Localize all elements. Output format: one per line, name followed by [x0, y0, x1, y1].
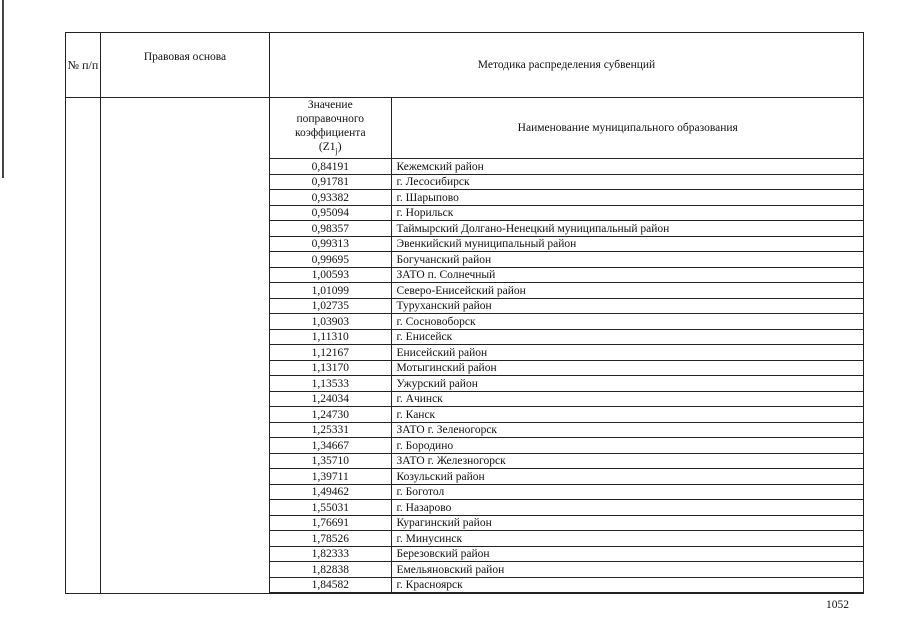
coefficient-value: 0,91781	[270, 174, 391, 190]
municipality-name: г. Лесосибирск	[391, 174, 864, 190]
coefficient-table	[270, 98, 864, 593]
coefficient-value: 1,78526	[270, 531, 391, 547]
coefficient-value: 1,13533	[270, 376, 391, 392]
coefficient-value: 1,02735	[270, 298, 391, 314]
table-row	[270, 438, 864, 454]
table-header-row	[66, 33, 864, 98]
number-cell	[66, 98, 101, 594]
coefficient-value: 1,03903	[270, 314, 391, 330]
municipality-name: Богучанский район	[391, 252, 864, 268]
header-method	[270, 33, 864, 98]
municipality-name: г. Ачинск	[391, 391, 864, 407]
table-row	[270, 562, 864, 578]
margin-rule	[2, 0, 4, 178]
coefficient-value: 0,93382	[270, 190, 391, 206]
coefficient-value: 1,25331	[270, 422, 391, 438]
table-row	[270, 469, 864, 485]
table-row	[270, 190, 864, 206]
coefficient-value: 1,82838	[270, 562, 391, 578]
municipality-name: г. Сосновоборск	[391, 314, 864, 330]
coefficient-value: 1,55031	[270, 500, 391, 516]
coefficient-value: 1,11310	[270, 329, 391, 345]
coefficient-header	[270, 98, 391, 159]
coefficient-value: 0,99695	[270, 252, 391, 268]
coefficient-value: 1,24730	[270, 407, 391, 423]
table-row	[270, 298, 864, 314]
table-row	[270, 221, 864, 237]
coefficient-value: 1,12167	[270, 345, 391, 361]
table-row	[270, 345, 864, 361]
municipality-name: Курагинский район	[391, 515, 864, 531]
coefficient-value: 1,82333	[270, 546, 391, 562]
table-row	[270, 360, 864, 376]
table-row	[270, 515, 864, 531]
municipality-name: Березовский район	[391, 546, 864, 562]
coefficient-value: 1,01099	[270, 283, 391, 299]
table-row	[270, 252, 864, 268]
header-number	[66, 33, 101, 98]
table-row	[270, 205, 864, 221]
municipality-header-label: Наименование муниципального образования	[517, 122, 738, 135]
table-row	[270, 484, 864, 500]
municipality-header	[391, 98, 864, 159]
municipality-name: Енисейский район	[391, 345, 864, 361]
table-row	[270, 236, 864, 252]
municipality-name: ЗАТО г. Железногорск	[391, 453, 864, 469]
table-row	[270, 376, 864, 392]
municipality-name: г. Енисейск	[391, 329, 864, 345]
header-basis-label: Правовая основа	[143, 51, 227, 63]
municipality-name: Северо-Енисейский район	[391, 283, 864, 299]
coefficient-value: 1,24034	[270, 391, 391, 407]
page-number: 1052	[826, 599, 849, 611]
municipality-name: Козульский район	[391, 469, 864, 485]
coefficient-value: 1,00593	[270, 267, 391, 283]
municipality-name: г. Шарыпово	[391, 190, 864, 206]
header-number-label: № п/п	[67, 57, 99, 72]
municipality-name: г. Красноярск	[391, 577, 864, 593]
table-row	[270, 453, 864, 469]
table-row	[270, 500, 864, 516]
table-row	[270, 391, 864, 407]
municipality-name: Эвенкийский муниципальный район	[391, 236, 864, 252]
municipality-name: г. Боготол	[391, 484, 864, 500]
municipality-name: Емельяновский район	[391, 562, 864, 578]
municipality-name: Туруханский район	[391, 298, 864, 314]
method-cell	[270, 98, 864, 594]
coefficient-value: 1,39711	[270, 469, 391, 485]
municipality-name: г. Назарово	[391, 500, 864, 516]
municipality-name: г. Бородино	[391, 438, 864, 454]
table-row	[270, 174, 864, 190]
coefficient-value: 1,13170	[270, 360, 391, 376]
coefficient-value: 1,35710	[270, 453, 391, 469]
coef-header-line1: Значение	[307, 99, 353, 111]
municipality-name: Мотыгинский район	[391, 360, 864, 376]
table-row	[270, 329, 864, 345]
coefficient-value: 0,98357	[270, 221, 391, 237]
table-body-row	[66, 98, 864, 594]
municipality-name: Таймырский Долгано-Ненецкий муниципальный район	[391, 221, 864, 237]
coef-header-close: )	[337, 141, 342, 153]
subvention-table	[65, 32, 864, 594]
municipality-name: Ужурский район	[391, 376, 864, 392]
coef-header-subscript: j	[335, 146, 338, 156]
municipality-name: Кежемский район	[391, 159, 864, 175]
municipality-name: г. Канск	[391, 407, 864, 423]
header-basis	[101, 33, 270, 98]
coefficient-value: 1,49462	[270, 484, 391, 500]
table-row	[270, 314, 864, 330]
table-row	[270, 407, 864, 423]
municipality-name: г. Норильск	[391, 205, 864, 221]
coefficient-value: 1,84582	[270, 577, 391, 593]
coefficient-header-row	[270, 98, 864, 159]
table-row	[270, 546, 864, 562]
table-row	[270, 283, 864, 299]
basis-cell	[101, 98, 270, 594]
municipality-name: г. Минусинск	[391, 531, 864, 547]
header-method-label: Методика распределения субвенций	[477, 59, 656, 71]
coef-header-line3: коэффициента	[294, 127, 366, 139]
table-row	[270, 159, 864, 175]
coefficient-value: 1,34667	[270, 438, 391, 454]
coefficient-value: 0,95094	[270, 205, 391, 221]
coef-header-symbol: (Z1	[318, 141, 336, 153]
table-row	[270, 577, 864, 593]
coefficient-value: 0,99313	[270, 236, 391, 252]
municipality-name: ЗАТО г. Зеленогорск	[391, 422, 864, 438]
coefficient-value: 1,76691	[270, 515, 391, 531]
table-row	[270, 531, 864, 547]
municipality-name: ЗАТО п. Солнечный	[391, 267, 864, 283]
coefficient-value: 0,84191	[270, 159, 391, 175]
table-row	[270, 267, 864, 283]
table-row	[270, 422, 864, 438]
coef-header-line2: поправочного	[296, 113, 365, 125]
